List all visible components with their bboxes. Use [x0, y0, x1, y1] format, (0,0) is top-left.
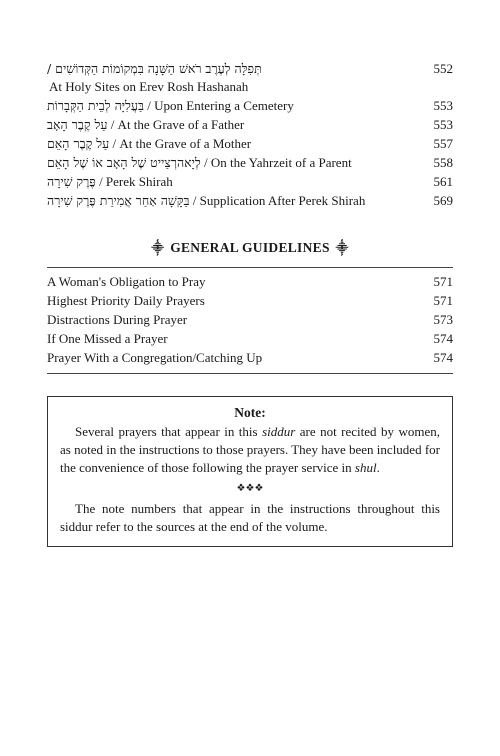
toc-page-number: 558 — [433, 155, 453, 170]
section-header — [47, 239, 453, 257]
guideline-page-number: 574 — [433, 350, 453, 365]
toc-list — [47, 60, 453, 210]
guideline-label: Prayer With a Congregation/Catching Up — [47, 350, 263, 365]
toc-english-title: / On the Yahrzeit of a Parent — [204, 155, 352, 170]
toc-hebrew-title: בַּקָּשָׁה אַחַר אֲמִירַת פֶּרֶק שִׁירָה — [47, 193, 190, 208]
ornament-right-icon: ⸎ — [335, 241, 349, 255]
guideline-label: A Woman's Obligation to Pray — [47, 274, 206, 289]
guideline-page-number: 574 — [433, 331, 453, 346]
toc-english-title: / Supplication After Perek Shirah — [192, 193, 366, 208]
toc-hebrew-title: עַל קֶבֶר הָאָב — [47, 117, 108, 132]
guideline-entry[interactable] — [47, 291, 453, 310]
toc-entry[interactable] — [47, 96, 453, 115]
divider-top — [47, 267, 453, 268]
toc-page-number: 569 — [433, 193, 453, 208]
note-paragraph-1: Several prayers that appear in this siddur are not recited by women, as noted in the instructions to those prayers. They have been included for the convenience of those following the prayer service in shul. — [60, 424, 440, 475]
toc-english-title: At Holy Sites on Erev Rosh Hashanah — [49, 79, 249, 94]
separator-ornament-icon: ❖❖❖ — [236, 483, 264, 494]
guidelines-list — [47, 272, 453, 367]
toc-entry[interactable] — [47, 115, 453, 134]
guideline-entry[interactable] — [47, 310, 453, 329]
toc-hebrew-title: בַּעֲלִיָּה לְבֵית הַקְּבָרוֹת — [47, 98, 144, 113]
toc-english-title: / Upon Entering a Cemetery — [147, 98, 294, 113]
guideline-page-number: 573 — [433, 312, 453, 327]
toc-page — [47, 60, 453, 378]
toc-hebrew-title: פֶּרֶק שִׁירָה — [47, 174, 96, 189]
guideline-entry[interactable] — [47, 329, 453, 348]
toc-entry[interactable] — [47, 134, 453, 153]
toc-entry[interactable] — [47, 153, 453, 172]
toc-entry[interactable] — [47, 60, 453, 96]
divider-bottom — [47, 373, 453, 374]
toc-page-number: 553 — [433, 117, 453, 132]
toc-english-title: / Perek Shirah — [99, 174, 173, 189]
guideline-entry[interactable] — [47, 272, 453, 291]
note-paragraph-2: The note numbers that appear in the instructions throughout this siddur refer to the sources at the end of the volume. — [60, 501, 440, 534]
guideline-label: Distractions During Prayer — [47, 312, 188, 327]
guideline-label: If One Missed a Prayer — [47, 331, 168, 346]
toc-hebrew-title: עַל קֶבֶר הָאֵם — [47, 136, 110, 151]
guideline-entry[interactable] — [47, 348, 453, 367]
toc-page-number: 557 — [433, 136, 453, 151]
toc-english-title: / At the Grave of a Father — [110, 117, 245, 132]
toc-hebrew-title: לְיָאהרְצַייט שֶׁל הָאָב אוֹ שֶׁל הָאֵם — [47, 155, 201, 170]
note-box — [47, 396, 453, 547]
toc-english-title: / At the Grave of a Mother — [112, 136, 252, 151]
toc-entry[interactable] — [47, 191, 453, 210]
toc-hebrew-title: תְּפִלָּה לְעֶרֶב רֹאשׁ הַשָּׁנָה בִּמְקוֹמוֹת הַקְּדוֹשִׁים / — [47, 61, 262, 76]
toc-page-number: 552 — [433, 61, 453, 76]
guideline-page-number: 571 — [433, 274, 453, 289]
guideline-page-number: 571 — [433, 293, 453, 308]
guideline-label: Highest Priority Daily Prayers — [47, 293, 205, 308]
toc-page-number: 553 — [433, 98, 453, 113]
toc-entry[interactable] — [47, 172, 453, 191]
toc-page-number: 561 — [433, 174, 453, 189]
ornament-left-icon: ⸎ — [151, 241, 165, 255]
note-heading: Note: — [234, 405, 266, 420]
section-title: GENERAL GUIDELINES — [170, 239, 330, 255]
